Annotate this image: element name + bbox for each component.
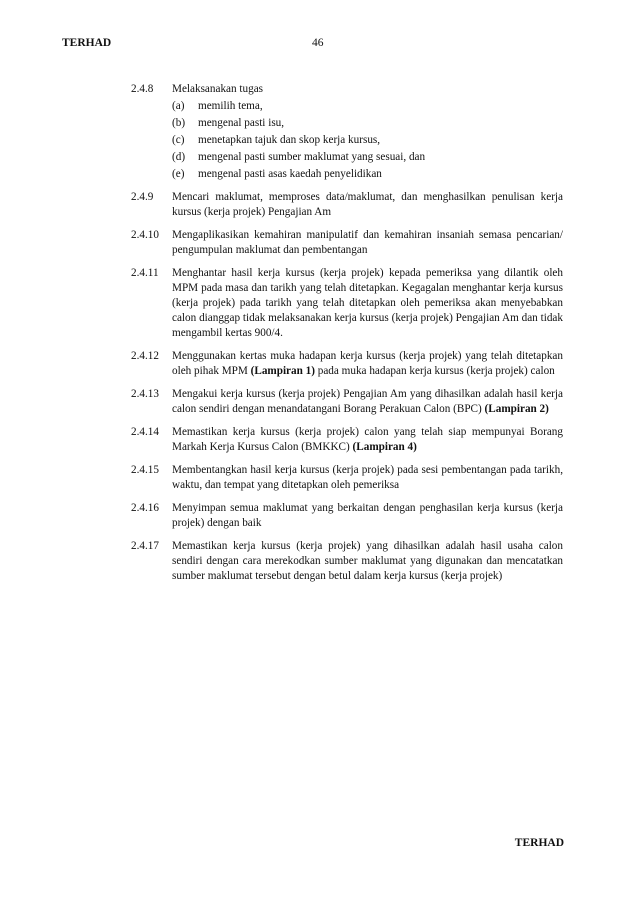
item-number: 2.4.12 xyxy=(131,350,159,362)
item-heading: Melaksanakan tugas xyxy=(172,83,264,95)
list-item xyxy=(131,228,563,258)
sub-item-label: (d) xyxy=(172,151,186,163)
sub-item-label: (e) xyxy=(172,168,185,180)
list-item xyxy=(131,425,563,455)
item-text-part: Mengakui kerja kursus (kerja projek) Pengajian Am yang dihasilkan adalah hasil kerja calon sendiri dengan menandatangani Borang Perakuan Calon (BPC) xyxy=(172,388,563,415)
sub-item-text: mengenal pasti asas kaedah penyelidikan xyxy=(198,168,382,180)
item-text xyxy=(172,349,563,379)
item-text: Mengaplikasikan kemahiran manipulatif dan kemahiran insaniah semasa pencarian/ pengumpulan maklumat dan pembentangan xyxy=(172,229,563,256)
sub-item xyxy=(172,116,563,131)
item-text xyxy=(172,82,563,182)
item-text-part: pada muka hadapan kerja kursus (kerja projek) calon xyxy=(314,365,555,377)
item-text: Menyimpan semua maklumat yang berkaitan dengan penghasilan kerja kursus (kerja projek) dengan baik xyxy=(172,502,563,529)
item-text: Membentangkan hasil kerja kursus (kerja projek) pada sesi pembentangan pada tarikh, waktu, dan tempat yang ditetapkan oleh pemeriksa xyxy=(172,464,563,491)
sub-item-label: (c) xyxy=(172,134,185,146)
appendix-reference: (Lampiran 4) xyxy=(352,441,417,453)
sub-item-text: menetapkan tajuk dan skop kerja kursus, xyxy=(198,134,381,146)
header-classification: TERHAD xyxy=(62,37,112,49)
list-item xyxy=(131,190,563,220)
item-text-part: Menggunakan kertas muka hadapan kerja kursus (kerja projek) yang telah ditetapkan oleh pihak MPM xyxy=(172,350,563,377)
sub-item-text: mengenal pasti sumber maklumat yang sesuai, dan xyxy=(198,151,426,163)
item-number: 2.4.16 xyxy=(131,502,159,514)
sub-item xyxy=(172,99,563,114)
item-text: Memastikan kerja kursus (kerja projek) yang dihasilkan adalah hasil usaha calon sendiri dengan cara merekodkan sumber maklumat yang digunakan dan mencatatkan sumber maklumat tersebut dengan betul dalam kerja kursus (kerja projek) xyxy=(172,540,563,582)
item-number: 2.4.8 xyxy=(131,83,154,95)
item-text: Menghantar hasil kerja kursus (kerja projek) kepada pemeriksa yang dilantik oleh MPM pada masa dan tarikh yang telah ditetapkan. Kegagalan menghantar kerja kursus (kerja projek) pada tarikh yang telah ditetapkan oleh pemeriksa akan menyebabkan calon dianggap tidak melaksanakan kerja kursus (kerja projek) Pengajian Am dan tidak mengambil kertas 900/4. xyxy=(172,267,563,339)
sub-item-text: memilih tema, xyxy=(198,100,263,112)
item-number: 2.4.17 xyxy=(131,540,159,552)
item-text xyxy=(172,387,563,417)
list-item xyxy=(131,266,563,341)
list-item xyxy=(131,463,563,493)
item-number: 2.4.9 xyxy=(131,191,154,203)
sub-item-text: mengenal pasti isu, xyxy=(198,117,285,129)
sub-item xyxy=(172,133,563,148)
item-text xyxy=(172,425,563,455)
item-number: 2.4.11 xyxy=(131,267,159,279)
item-number: 2.4.14 xyxy=(131,426,159,438)
item-number: 2.4.15 xyxy=(131,464,159,476)
list-item xyxy=(131,501,563,531)
sub-item xyxy=(172,150,563,165)
list-item xyxy=(131,387,563,417)
sub-item-label: (a) xyxy=(172,100,185,112)
footer-classification: TERHAD xyxy=(514,837,564,849)
item-number: 2.4.13 xyxy=(131,388,159,400)
document-body xyxy=(131,82,563,592)
list-item xyxy=(131,349,563,379)
item-text-part: Memastikan kerja kursus (kerja projek) calon yang telah siap mempunyai Borang Markah Kerja Kursus Calon (BMKKC) xyxy=(172,426,563,453)
page-number: 46 xyxy=(312,37,324,49)
list-item xyxy=(131,82,563,182)
sub-item xyxy=(172,167,563,182)
appendix-reference: (Lampiran 2) xyxy=(484,403,549,415)
item-text: Mencari maklumat, memproses data/maklumat, dan menghasilkan penulisan kerja kursus (kerja projek) Pengajian Am xyxy=(172,191,563,218)
sub-item-label: (b) xyxy=(172,117,186,129)
item-number: 2.4.10 xyxy=(131,229,159,241)
list-item xyxy=(131,539,563,584)
appendix-reference: (Lampiran 1) xyxy=(250,365,315,377)
